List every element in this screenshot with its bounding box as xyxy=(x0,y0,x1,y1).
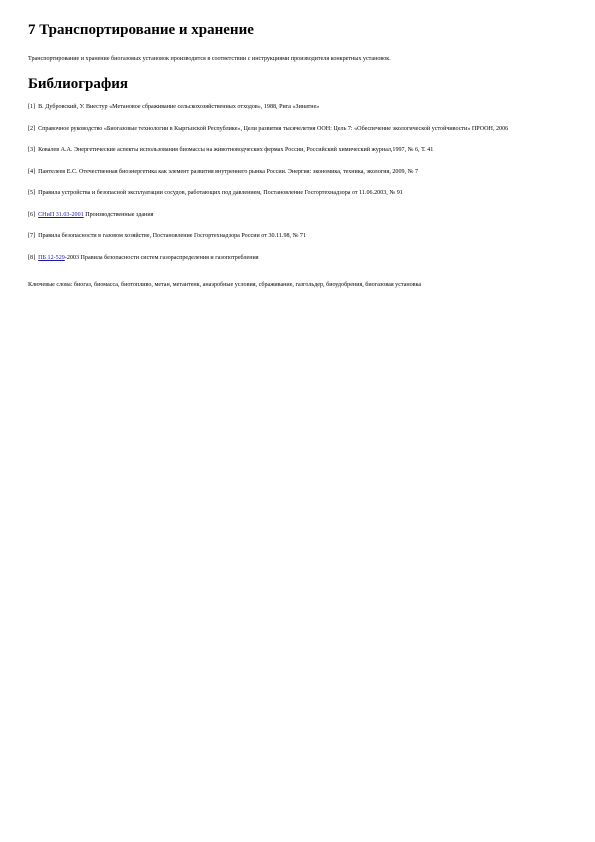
section-heading: 7 Транспортирование и хранение xyxy=(28,22,254,38)
bibliography-item-text: Ковалев А.А. Энергетические аспекты использования биомассы на животноводческих фермах России, Российский химический журнал,1997, № 6, Т. 41 xyxy=(38,147,434,153)
bibliography-item-text: В. Дубровский, У. Виестур «Метановое сбраживание сельскохозяйственных отходов», 1988, Рига «Зинатне» xyxy=(38,104,320,110)
bibliography-item xyxy=(28,254,568,264)
bibliography-item xyxy=(28,146,568,156)
snip-link[interactable]: СНиП 31.03-2001 xyxy=(38,211,84,218)
bibliography-item-text: -2003 Правила безопасности систем газораспределения и газопотребления xyxy=(64,254,259,261)
bibliography-item-number: [4] xyxy=(28,168,36,175)
pb-link[interactable]: ПБ 12-529 xyxy=(38,254,65,261)
bibliography-item-number: [3] xyxy=(28,147,36,153)
bibliography-item-number: [5] xyxy=(28,190,36,196)
bibliography-item-number: [6] xyxy=(28,211,36,218)
bibliography-list xyxy=(28,103,568,263)
bibliography-item-text: Пантелеев Е.С. Отечественная биоэнергетика как элемент развития внутреннего рынка России. Энергия: экономика, техника, экология, 2009, № 7 xyxy=(38,168,418,175)
bibliography-item-text: Справочное руководство «Биогазовые технологии в Кыргызской Республике», Цели развития тысячелетия ООН: Цель 7: «Обеспечение экологической устойчивости» ПРООН, 2006 xyxy=(38,125,509,132)
bibliography-item xyxy=(28,168,568,178)
bibliography-item-number: [8] xyxy=(28,254,36,261)
bibliography-item xyxy=(28,103,568,113)
bibliography-heading: Библиография xyxy=(28,75,129,92)
bibliography-item xyxy=(28,211,568,221)
bibliography-item xyxy=(28,232,568,242)
section-paragraph: Транспортирование и хранение биогазовых установок производится в соответствии с инструкциями производителя конкретных установок. xyxy=(28,55,391,62)
bibliography-item xyxy=(28,189,568,199)
bibliography-item-text: Правила устройства и безопасной эксплуатации сосудов, работающих под давлением, Постановление Госгортехнадзора от 11.06.2003, № 91 xyxy=(38,190,403,196)
bibliography-item-text: Производственные здания xyxy=(83,211,154,218)
document-page xyxy=(28,22,568,297)
bibliography-item-number: [7] xyxy=(28,233,36,239)
bibliography-item-number: [1] xyxy=(28,104,36,110)
keywords-paragraph: Ключевые слова: биогаз, биомасса, биотопливо, метан, метантенк, анаэробные условия, сбраживание, газгольдер, биоудобрения, биогазовая установка xyxy=(28,282,422,288)
bibliography-item-number: [2] xyxy=(28,125,36,132)
bibliography-item xyxy=(28,125,568,135)
bibliography-item-text: Правила безопасности в газовом хозяйстве, Постановление Госгортехнадзора России от 30.11.98, № 71 xyxy=(38,233,307,239)
